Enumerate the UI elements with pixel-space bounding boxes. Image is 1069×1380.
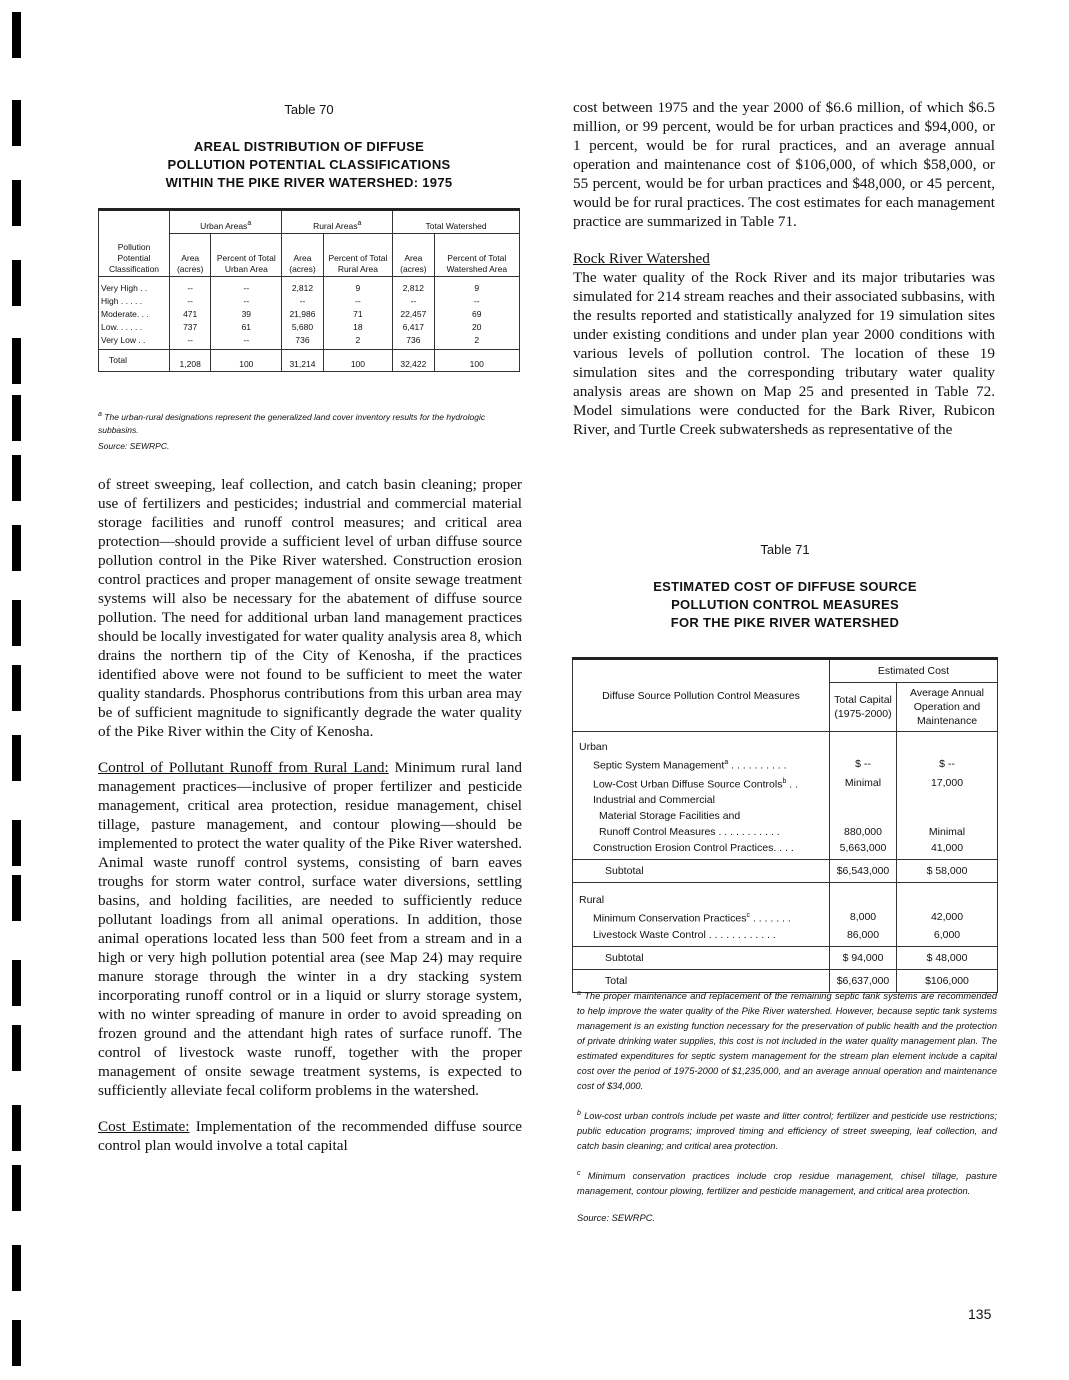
table-70-number: Table 70 bbox=[284, 102, 334, 117]
table-cell: -- bbox=[211, 277, 282, 296]
table-row bbox=[99, 321, 520, 334]
table-cell: 9 bbox=[434, 277, 519, 296]
row-label: Subtotal bbox=[605, 951, 644, 964]
subtotal-row: Subtotal $6,543,000 $ 58,000 bbox=[573, 860, 998, 883]
table-cell: 5,680 bbox=[282, 321, 323, 334]
table-cell: 18 bbox=[323, 321, 393, 334]
table-cell: -- bbox=[211, 295, 282, 308]
subtotal-row: Subtotal $ 94,000 $ 48,000 bbox=[573, 946, 998, 969]
paragraph: The water quality of the Rock River and its major tributaries was simulated for 214 stream reaches and their associated subbasins, with the results reported and statistically analyzed for 19 simulation sites under existing conditions and under plan year 2000 conditions with various levels of pollution control. The location of these 19 simulation sites and the corresponding tributary water quality analysis areas are shown on Map 25 and presented in Table 72. Model simulations were conducted for the Bark River, Rubicon River, and Turtle Creek subwatersheds as representative of the bbox=[573, 269, 995, 438]
row-label: Industrial and Commercial bbox=[593, 794, 715, 806]
group-rural: Rural Areas$^a$ bbox=[282, 210, 393, 234]
paragraph: Cost Estimate: Implementation of the recommended diffuse source control plan would involve a total capital bbox=[98, 1118, 522, 1154]
table-cell: -- bbox=[282, 295, 323, 308]
table-cell: 471 bbox=[170, 308, 211, 321]
left-column-text bbox=[98, 475, 522, 1155]
table-70-title bbox=[98, 138, 520, 192]
paragraph: cost between 1975 and the year 2000 of $6.6 million, of which $6.5 million, or 99 percent, would be for urban practices and $94,000, or 1 percent, would be for rural practices, and an average annual operation and maintenance cost of $106,000, of which $58,000, or 55 percent, would be for urban practices and $48,000, or 45 percent, would be for rural practices. The cost estimates for each management practice are summarized in Table 71. bbox=[573, 99, 995, 230]
table-cell: 22,457 bbox=[393, 308, 434, 321]
table-row: Livestock Waste Control . . . . . . . . . . . . 86,000 6,000 bbox=[573, 927, 998, 947]
table-cell: 2,812 bbox=[393, 277, 434, 296]
table-row bbox=[99, 334, 520, 350]
row-label: Subtotal bbox=[605, 865, 644, 877]
table-row bbox=[99, 308, 520, 321]
row-label: Total bbox=[605, 974, 628, 987]
row-label: Runoff Control Measures bbox=[599, 826, 716, 838]
col-rural-pct: Percent of Total Rural Area bbox=[323, 234, 393, 277]
paragraph: of street sweeping, leaf collection, and catch basin cleaning; proper use of fertilizers and pesticides; industrial and commercial material storage facilities and runoff control measures; and critical area protection—should provide a sufficient level of urban diffuse source pollution control in the Pike River watershed. Construction erosion control practices and proper management of onsite sewage treatment systems will also be necessary for the abatement of diffuse source pollution. The need for additional urban land management practices should be locally investigated for water quality analysis area 8, which drains the northern tip of the City of Kenosha, if the practices identified above were not found to be sufficient to meet the water quality standards. Phosphorus contributions from this urban area may be of sufficient magnitude to significantly degrade the water quality of the Pike River within the City of Kenosha. bbox=[98, 476, 522, 740]
title-line: POLLUTION POTENTIAL CLASSIFICATIONS bbox=[167, 157, 451, 172]
page-number: 135 bbox=[968, 1306, 992, 1322]
paragraph: Control of Pollutant Runoff from Rural Land: Minimum rural land management practices—inclusive of proper fertilizer and pesticide management, critical area protection, residue management, chisel tillage, pasture management, and contour plowing—should be implemented to protect the water quality of the Pike River watershed. Animal waste runoff control systems, consisting of barn eaves troughs for storm water control, surface water diversions, settling basins, and holding facilities, are needed to sufficiently reduce pollutant loadings from all animal operations. In addition, those animal operations located less than 500 feet from a stream and in a high or very high pollution potential area (see Map 24) may require manure storage through the winter in a dry stacking system incorporating runoff control or in a liquid or slurry storage system, with no winter spreading of manure in order to avoid spreading on frozen ground and the attendant high rates of surface runoff. The control of livestock waste runoff, together with the proper management of onsite sewage treatment systems, is expected to sufficiently alleviate fecal coliform problems in the watershed. bbox=[98, 759, 523, 1099]
col-total-area: Area (acres) bbox=[393, 234, 434, 277]
footnote-c: $^c$ Minimum conservation practices include crop residue management, chisel tillage, pasture management, contour plowing, fertilizer and pesticide management, and critical area protection. bbox=[577, 1170, 997, 1197]
table-row bbox=[99, 295, 520, 308]
table-cell: -- bbox=[170, 334, 211, 350]
table-cell: 69 bbox=[434, 308, 519, 321]
row-label: High . . . . . bbox=[99, 295, 170, 308]
row-label: Minimum Conservation Practices bbox=[593, 912, 747, 925]
title-line: POLLUTION CONTROL MEASURES bbox=[671, 597, 899, 612]
section-heading: Cost Estimate: bbox=[98, 1118, 190, 1135]
title-line: WITHIN THE PIKE RIVER WATERSHED: 1975 bbox=[165, 175, 453, 190]
table-row: Minimum Conservation Practices$^c$ . . . . . . . 8,000 42,000 bbox=[573, 908, 998, 927]
footnote-a: $^a$ The proper maintenance and replacement of the remaining septic tank systems are recommended to help improve the water quality of the Pike River watershed. However, because septic tank systems management is an existing function necessary for the preservation of public health and the protection of private drinking water supplies, this cost is not included in the water quality management plan. The estimated expenditures for septic system management for the stream plan element include a capital cost over the period of 1975-2000 of $1,235,000, and an average annual operation and maintenance cost of $34,000. bbox=[577, 990, 997, 1092]
table-cell: 9 bbox=[323, 277, 393, 296]
table-cell: 736 bbox=[393, 334, 434, 350]
group-estimated-cost: Estimated Cost bbox=[830, 659, 998, 683]
row-label: Low-Cost Urban Diffuse Source Controls bbox=[593, 778, 783, 790]
footnote-b: $^b$ Low-cost urban controls include pet waste and litter control; fertilizer and pesticide use restrictions; public education programs; improved timing and efficiency of street sweeping, leaf collection, and catch basin cleaning; and critical area protection. bbox=[577, 1110, 997, 1152]
table-cell: 71 bbox=[323, 308, 393, 321]
col-rural-area: Area (acres) bbox=[282, 234, 323, 277]
section-heading: Rock River Watershed bbox=[573, 250, 710, 267]
table-cell: 737 bbox=[170, 321, 211, 334]
table-cell: 21,986 bbox=[282, 308, 323, 321]
col-urban-pct: Percent of Total Urban Area bbox=[211, 234, 282, 277]
right-column-text bbox=[573, 98, 995, 439]
col-capital: Total Capital (1975-2000) bbox=[830, 683, 897, 732]
col-urban-area: Area (acres) bbox=[170, 234, 211, 277]
col-classification: Pollution Potential Classification bbox=[99, 210, 170, 277]
table-cell: -- bbox=[393, 295, 434, 308]
table-row-total: Total 1,208 100 31,214 100 32,422 100 bbox=[99, 350, 520, 372]
table-row bbox=[573, 808, 998, 824]
section-label bbox=[573, 732, 998, 756]
table-cell: -- bbox=[323, 295, 393, 308]
row-label: Livestock Waste Control bbox=[593, 928, 706, 941]
table-row bbox=[573, 792, 998, 808]
table-row: Low-Cost Urban Diffuse Source Controls$^b$ . . Minimal 17,000 bbox=[573, 774, 998, 793]
table-71-number: Table 71 bbox=[760, 542, 810, 557]
title-line: ESTIMATED COST OF DIFFUSE SOURCE bbox=[653, 579, 917, 594]
table-cell: 39 bbox=[211, 308, 282, 321]
table-70-source: Source: SEWRPC. bbox=[98, 441, 170, 451]
table-cell: 736 bbox=[282, 334, 323, 350]
section-heading: Control of Pollutant Runoff from Rural Land: bbox=[98, 759, 389, 776]
row-label: Rural bbox=[579, 894, 605, 906]
table-71 bbox=[572, 657, 998, 993]
table-row-total: Total $6,637,000 $106,000 bbox=[573, 969, 998, 992]
group-total: Total Watershed bbox=[393, 210, 520, 234]
row-label: Septic System Management bbox=[593, 759, 725, 772]
table-row: Runoff Control Measures . . . . . . . . . . . 880,000 Minimal bbox=[573, 824, 998, 840]
row-label: Material Storage Facilities and bbox=[599, 810, 741, 822]
row-label: Very High . . bbox=[99, 277, 170, 296]
margin-registration-marks bbox=[12, 0, 22, 1380]
col-measures: Diffuse Source Pollution Control Measures bbox=[573, 659, 830, 732]
table-71-title bbox=[572, 578, 998, 632]
group-urban: Urban Areas$^a$ bbox=[170, 210, 282, 234]
table-row: Septic System Management$^a$ . . . . . . . . . . $ -- $ -- bbox=[573, 755, 998, 774]
table-cell: 6,417 bbox=[393, 321, 434, 334]
title-line: AREAL DISTRIBUTION OF DIFFUSE bbox=[193, 139, 425, 154]
table-cell: -- bbox=[170, 295, 211, 308]
row-label: Low. . . . . . bbox=[99, 321, 170, 334]
col-total-pct: Percent of Total Watershed Area bbox=[434, 234, 519, 277]
table-71-footnotes bbox=[577, 986, 997, 1226]
col-om: Average Annual Operation and Maintenance bbox=[897, 683, 998, 732]
row-label: Moderate. . . bbox=[99, 308, 170, 321]
table-cell: 20 bbox=[434, 321, 519, 334]
table-cell: 2,812 bbox=[282, 277, 323, 296]
row-label: Construction Erosion Control Practices bbox=[593, 842, 774, 854]
section-label bbox=[573, 883, 998, 909]
table-70-footnote: $^a$ The urban-rural designations represent the generalized land cover inventory results for the hydrologic subbasins. bbox=[98, 411, 486, 435]
table-cell: -- bbox=[211, 334, 282, 350]
table-row bbox=[99, 277, 520, 296]
row-label: Urban bbox=[579, 741, 608, 753]
title-line: FOR THE PIKE RIVER WATERSHED bbox=[670, 615, 900, 630]
table-row: Construction Erosion Control Practices. . . . 5,663,000 41,000 bbox=[573, 840, 998, 860]
table-71-source: Source: SEWRPC. bbox=[577, 1213, 656, 1224]
table-cell: -- bbox=[434, 295, 519, 308]
table-cell: 2 bbox=[323, 334, 393, 350]
table-cell: 61 bbox=[211, 321, 282, 334]
table-cell: -- bbox=[170, 277, 211, 296]
row-label: Very Low . . bbox=[99, 334, 170, 350]
table-cell: 2 bbox=[434, 334, 519, 350]
table-70 bbox=[98, 208, 520, 372]
